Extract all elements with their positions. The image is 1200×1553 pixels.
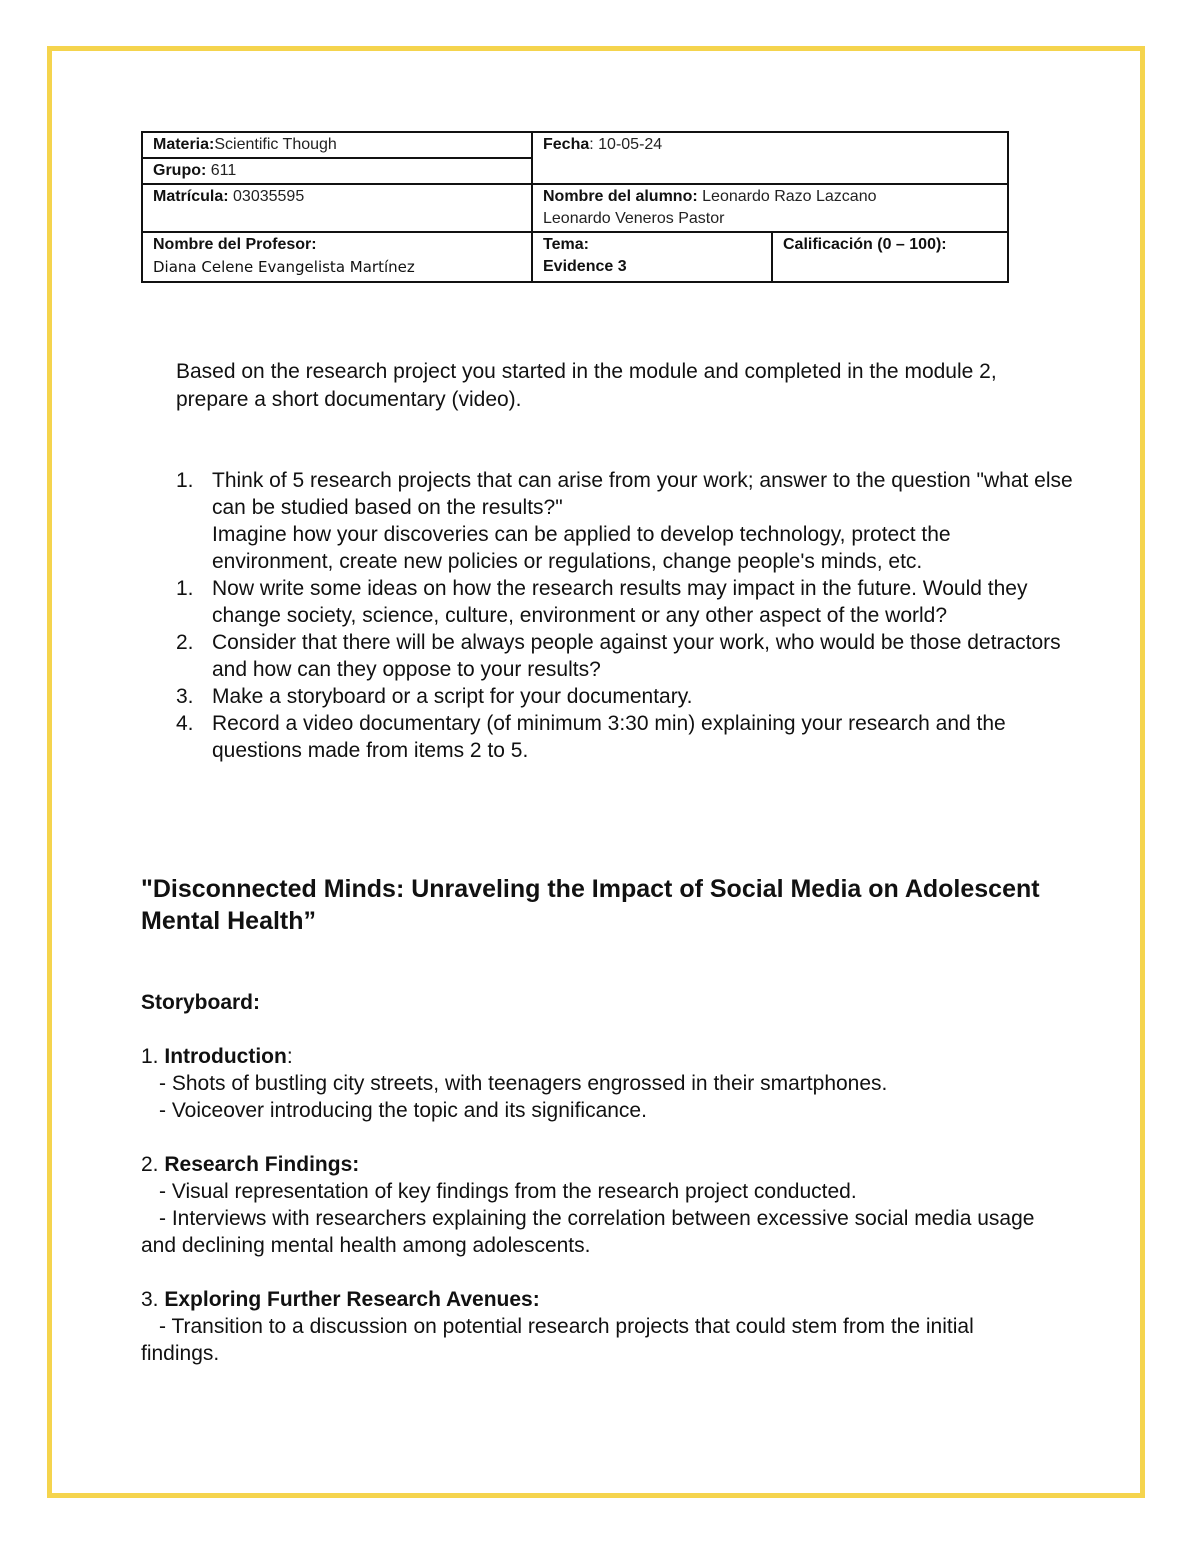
materia-label: Materia: — [153, 136, 215, 153]
intro-paragraph: Based on the research project you started in the module and completed in the module 2, prepare a short documentary (video). — [176, 360, 997, 411]
grupo-value: 611 — [210, 162, 237, 179]
section-title — [141, 1286, 1041, 1313]
task-text: Record a video documentary (of minimum 3:30 min) explaining your research and the questions made from items 2 to 5. — [212, 712, 1006, 762]
tema-label: Tema: — [543, 236, 589, 253]
storyboard-section-further-research — [141, 1286, 1041, 1367]
fecha-label: Fecha — [543, 136, 590, 153]
section-title-text: Introduction — [164, 1045, 287, 1068]
materia-cell — [142, 132, 532, 158]
fecha-cell — [532, 132, 1008, 184]
task-text: Now write some ideas on how the research results may impact in the future. Would they change society, science, culture, environment or any other aspect of the world? — [212, 577, 1028, 627]
info-table — [141, 131, 1009, 283]
calificacion-cell — [772, 232, 1008, 282]
fecha-value: : 10-05-24 — [589, 136, 663, 153]
section-title-text: Exploring Further Research Avenues: — [164, 1288, 540, 1311]
task-number: 2. — [176, 631, 194, 654]
section-bullet: - Interviews with researchers explaining the correlation between excessive social media usage and declining mental health among adolescents. — [141, 1207, 1035, 1257]
task-item — [176, 710, 1076, 764]
task-number: 1. — [176, 577, 194, 600]
storyboard — [141, 989, 1041, 1394]
materia-value: Scientific Though — [214, 136, 337, 153]
section-number: 2. — [141, 1153, 165, 1176]
matricula-value: 03035595 — [233, 188, 305, 205]
alumno-label: Nombre del alumno: — [543, 188, 698, 205]
calificacion-label: Calificación (0 – 100): — [783, 236, 947, 253]
storyboard-section-introduction — [141, 1043, 1041, 1124]
alumno-value-2: Leonardo Veneros Pastor — [543, 210, 725, 227]
grupo-label: Grupo: — [153, 162, 207, 179]
storyboard-section-research-findings — [141, 1151, 1041, 1259]
matricula-label: Matrícula: — [153, 188, 229, 205]
matricula-cell — [142, 184, 532, 232]
task-text: Think of 5 research projects that can arise from your work; answer to the question "what else can be studied based on the results?" — [212, 469, 1073, 519]
tema-cell — [532, 232, 772, 282]
section-title — [141, 1151, 1041, 1178]
section-title-suffix: : — [286, 1045, 293, 1068]
task-list — [176, 467, 1076, 764]
section-bullet: - Transition to a discussion on potential research projects that could stem from the initial findings. — [141, 1315, 974, 1365]
profesor-value: Diana Celene Evangelista Martínez — [153, 258, 415, 276]
grupo-cell — [142, 158, 532, 184]
storyboard-heading: Storyboard: — [141, 991, 261, 1014]
task-item — [176, 575, 1076, 629]
section-title-text: Research Findings: — [164, 1153, 360, 1176]
alumno-value-1: Leonardo Razo Lazcano — [702, 188, 877, 205]
section-bullet: - Visual representation of key findings from the research project conducted. — [159, 1180, 857, 1203]
task-number: 1. — [176, 469, 194, 492]
task-item — [176, 629, 1076, 683]
task-number: 3. — [176, 685, 194, 708]
section-number: 3. — [141, 1288, 165, 1311]
alumno-cell — [532, 184, 1008, 232]
section-bullet: - Voiceover introducing the topic and its significance. — [159, 1099, 647, 1122]
section-title — [141, 1043, 1041, 1070]
profesor-cell — [142, 232, 532, 282]
tema-value: Evidence 3 — [543, 258, 627, 275]
documentary-title: "Disconnected Minds: Unraveling the Impact of Social Media on Adolescent Mental Health” — [141, 875, 1040, 935]
task-extra-text: Imagine how your discoveries can be applied to develop technology, protect the environment, create new policies or regulations, change people's minds, etc. — [212, 523, 951, 573]
task-item — [176, 683, 1076, 710]
task-number: 4. — [176, 712, 194, 735]
section-number: 1. — [141, 1045, 165, 1068]
task-item — [176, 467, 1076, 575]
section-bullet: - Shots of bustling city streets, with teenagers engrossed in their smartphones. — [159, 1072, 888, 1095]
task-text: Make a storyboard or a script for your documentary. — [212, 685, 693, 708]
profesor-label: Nombre del Profesor: — [153, 236, 317, 253]
task-text: Consider that there will be always people against your work, who would be those detractors and how can they oppose to your results? — [212, 631, 1061, 681]
